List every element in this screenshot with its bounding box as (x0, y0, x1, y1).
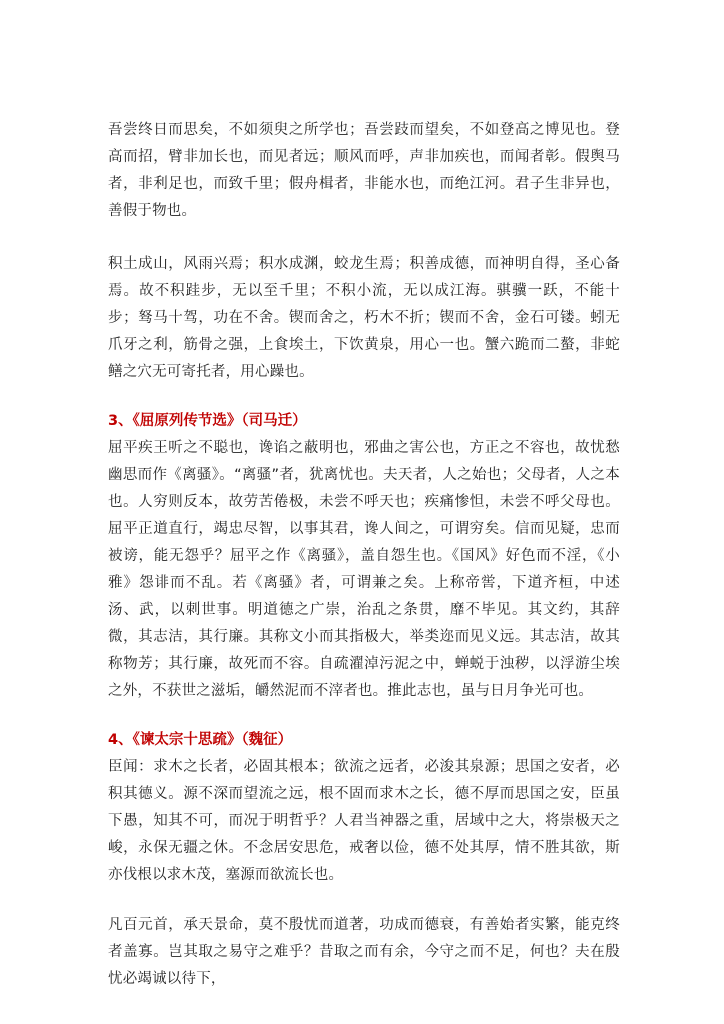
paragraph-jiantaizong-1: 臣闻：求木之长者，必固其根本；欲流之远者，必浚其泉源；思国之安者，必积其德义。源不深而望流之远，根不固而求木之长，德不厚而思国之安，臣虽下愚，知其不可，而况于明哲乎？人君当神器之重，居域中之大，将崇极天之峻，永保无疆之休。不念居安思危，戒奢以俭，德不处其厚，情不胜其欲，斯亦伐根以求木茂，塞源而欲流长也。 (108, 759, 620, 883)
paragraph-jiantaizong-2: 凡百元首，承天景命，莫不殷忧而道著，功成而德衰，有善始者实繁，能克终者盖寡。岂其取之易守之难乎？昔取之而有余，今守之而不足，何也？夫在殷忧必竭诚以待下， (108, 917, 620, 987)
section-heading-4: 4、《谏太宗十思疏》（魏征） (108, 732, 293, 748)
paragraph-quanxue-2: 积土成山，风雨兴焉；积水成渊，蛟龙生焉；积善成德，而神明自得，圣心备焉。故不积跬步，无以至千里；不积小流，无以成江海。骐骥一跃，不能十步；驽马十驾，功在不舍。锲而舍之，朽木不折；锲而不舍，金石可镂。蚓无爪牙之利，筋骨之强，上食埃土，下饮黄泉，用心一也。蟹六跪而二螯，非蛇鳝之穴无可寄托者，用心躁也。 (108, 256, 620, 380)
paragraph-quyuan: 屈平疾王听之不聪也，谗谄之蔽明也，邪曲之害公也，方正之不容也，故忧愁幽思而作《离骚》。“离骚”者，犹离忧也。夫天者，人之始也；父母者，人之本也。人穷则反本，故劳苦倦极，未尝不呼天也；疾痛惨怛，未尝不呼父母也。屈平正道直行，竭忠尽智，以事其君，谗人间之，可谓穷矣。信而见疑，忠而被谤，能无怨乎？屈平之作《离骚》，盖自怨生也。《国风》好色而不淫，《小雅》怨诽而不乱。若《离骚》者，可谓兼之矣。上称帝喾，下道齐桓，中述汤、武，以刺世事。明道德之广崇，治乱之条贯，靡不毕见。其文约，其辞微，其志洁，其行廉。其称文小而其指极大，举类迩而见义远。其志洁，故其称物芳；其行廉，故死而不容。自疏濯淖污泥之中，蝉蜕于浊秽，以浮游尘埃之外，不获世之滋垢，皭然泥而不滓者也。推此志也，虽与日月争光可也。 (108, 440, 620, 699)
document-page (108, 117, 620, 993)
paragraph-quanxue-1: 吾尝终日而思矣，不如须臾之所学也；吾尝跂而望矣，不如登高之博见也。登高而招，臂非加长也，而见者远；顺风而呼，声非加疾也，而闻者彰。假舆马者，非利足也，而致千里；假舟楫者，非能水也，而绝江河。君子生非异也，善假于物也。 (108, 122, 620, 219)
section-heading-3: 3、《屈原列传节选》（司马迁） (108, 413, 307, 429)
